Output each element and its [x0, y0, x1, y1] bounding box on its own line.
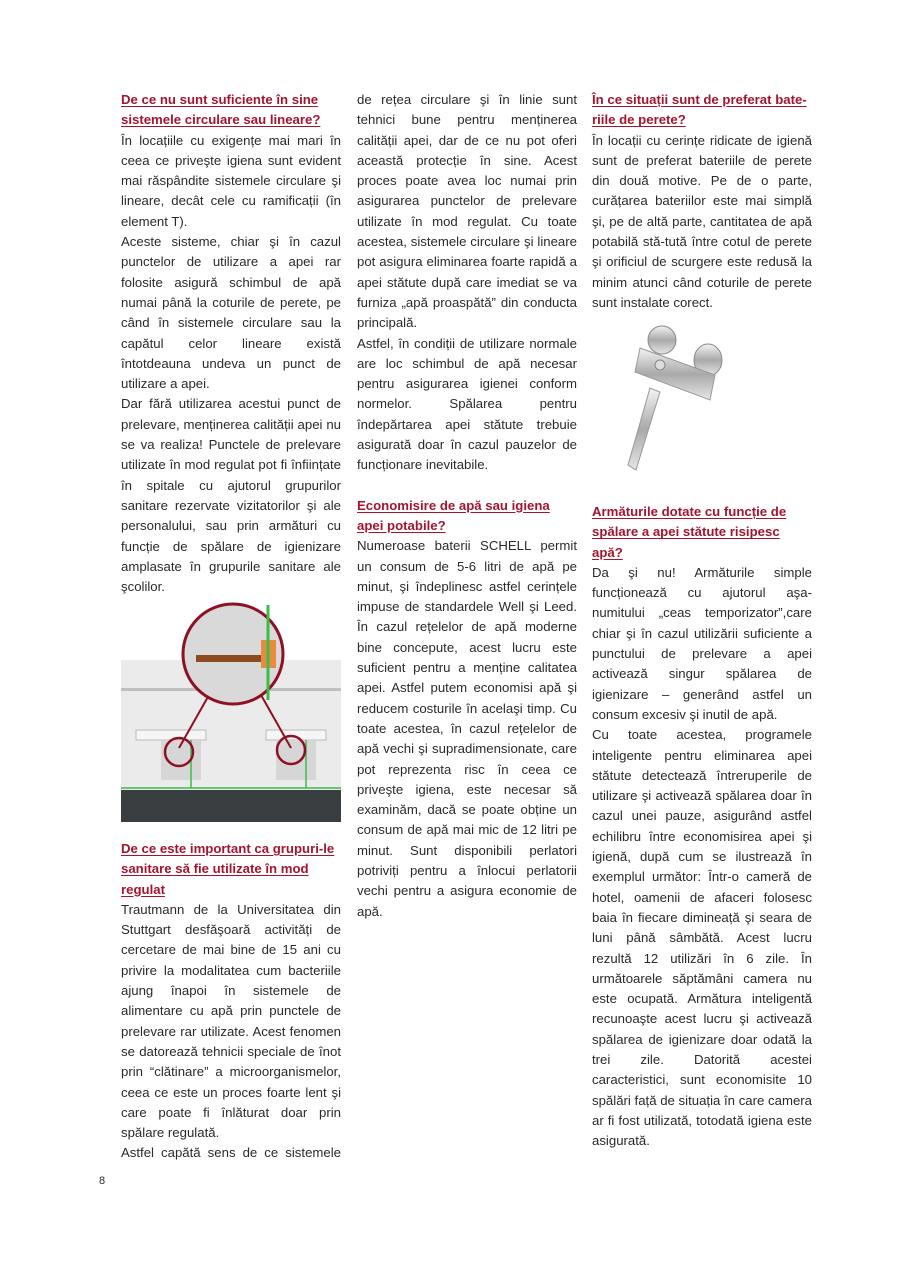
column-3-lower	[592, 502, 812, 1152]
section-heading: Armăturile dotate cu funcție de spălare a apei stătute risipesc apă?	[592, 504, 787, 560]
paragraph: Numeroase baterii SCHELL permit un consum de 5-6 litri de apă pe minut, şi îndeplinesc astfel cerințele impuse de standardele Well şi Leed. În cazul rețelelor de apă moderne bine concepute, acest lucru este suficient pentru a menține calitatea apei. Astfel putem economisi apă şi reducem costurile în acelaşi timp. Cu toate acestea, în cazul rețelelor de apă vechi şi supradimensionate, care pot reprezenta risc în ceea ce priveşte igiena, este necesar să examinăm, dacă se poate obține un consum de apă mai mic de 12 litri pe minut. Sunt disponibili perlatori potriviți pentru a înlocui perlatorii vechi pentru a asigura economie de apă.	[357, 538, 577, 919]
column-1-lower	[121, 839, 341, 1164]
column-3	[592, 90, 812, 313]
paragraph: Aceste sisteme, chiar şi în cazul punctelor de utilizare a apei rar folosite asigură schimbul de apă numai până la coturile de perete, pe când în sistemele circulare sau la capătul celor lineare există întotdeauna undeva un punct de utilizare a apei.	[121, 234, 341, 392]
paragraph: Astfel, în condiții de utilizare normale are loc schimbul de apă necesar pentru asigurarea igienei conform normelor. Spălarea pentru îndepărtarea apei stătute trebuie asigurată doar în cazul pauzelor de funcționare inevitabile.	[357, 335, 577, 473]
column-2	[357, 90, 577, 922]
section-heading: În ce situații sunt de preferat bate-riile de perete?	[592, 92, 807, 128]
section-heading: De ce este important ca grupuri-le sanitare să fie utilizate în mod regulat	[121, 841, 335, 897]
section-heading: De ce nu sunt suficiente în sine sistemele circulare sau lineare?	[121, 92, 321, 128]
column-1	[121, 90, 341, 597]
paragraph: În locații cu cerințe ridicate de igienă sunt de preferat bateriile de perete din două motive. Pe de o parte, curățarea bateriilor este mai simplă şi, pe de altă parte, cantitatea de apă potabilă stă-tută între cotul de perete şi orificiul de scurgere este redusă la minim atunci când coturile de perete sunt instalate corect.	[592, 132, 812, 310]
paragraph: Trautmann de la Universitatea din Stuttgart desfăşoară activități de cercetare de mai bine de 15 ani cu privire la modalitatea cum bacteriile ajung înapoi în sistemele de alimentare cu apă prin punctele de prelevare rar utilizate. Acest fenomen se datorează tehnicii speciale de înot prin “clătinare” a microorganismelor, ceea ce este un proces foarte lent şi care poate fi înlăturat doar prin spălare regulată.	[121, 901, 341, 1141]
paragraph: Astfel capătă sens de ce sistemele	[121, 1145, 341, 1161]
section-heading: Economisire de apă sau igiena apei potabile?	[357, 497, 550, 533]
washroom-pipes-image	[121, 600, 341, 822]
paragraph: Dar fără utilizarea acestui punct de prelevare, menținerea calității apei nu se va realiza! Punctele de prelevare utilizate în mod regulat pot fi înființate în spitale cu ajutorul grupurilor sanitare rezervate vizitatorilor şi ale personalului, sau prin armături cu funcție de spălare de igienizare amplasate în grupurile sanitare ale şcolilor.	[121, 396, 341, 595]
paragraph: Da şi nu! Armăturile simple funcționează cu ajutorul aşa-numitului „ceas temporizator”,care chiar şi în cazul utilizării suficiente a punctului de prelevare a apei activează singur spălarea de igienizare – generând astfel un consum excesiv şi inutil de apă.	[592, 564, 812, 722]
paragraph: În locațiile cu exigențe mai mari în ceea ce priveşte igiena sunt evident mai răspândite sistemele circulare şi lineare, decât cele cu ramificații (în element T).	[121, 132, 341, 229]
wall-faucet-image	[620, 320, 730, 480]
paragraph: Cu toate acestea, programele inteligente pentru eliminarea apei stătute detectează întreruperile de utilizare şi activează spălarea doar în cazul unei pauze, asigurând astfel echilibru între economisirea apei şi igienă, după cum se ilustrează în exemplul următor: Într-o cameră de hotel, oamenii de afaceri folosesc baia în fiecare dimineață şi seara de luni până sâmbătă. Acest lucru rezultă 12 utilizări în 6 zile. În următoarele săptămâni camera nu este ocupată. Armătura inteligentă recunoaşte acest lucru şi activează spălarea de igienizare doar odată la trei zile. Datorită acestei caracteristici, sunt economisite 10 spălări față de situația în care camera ar fi fost utilizată, totodată igiena este asigurată.	[592, 727, 812, 1149]
paragraph: de rețea circulare şi în linie sunt tehnici bune pentru menținerea calității apei, dar de ce nu pot oferi această protecție în sine. Acest proces poate avea loc numai prin asigurarea punctelor de prelevare utilizate în mod regulat. Cu toate acestea, sistemele circulare şi lineare pot asigura eliminarea foarte rapidă a apei stătute după care imediat se va furniza „apă proaspătă” din conducta principală.	[357, 92, 577, 331]
page-number: 8	[99, 1175, 106, 1187]
